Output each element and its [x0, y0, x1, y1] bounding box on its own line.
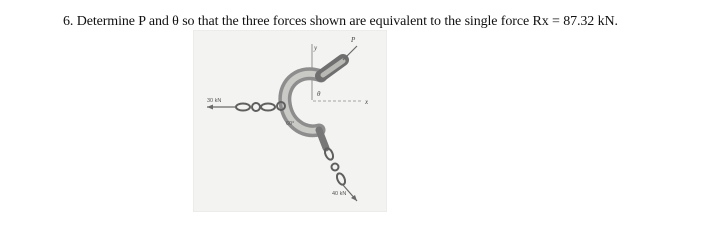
bottom-force-label: 40 kN: [332, 191, 347, 197]
problem-number: 6.: [63, 14, 74, 29]
y-axis-label: y: [314, 44, 318, 52]
force-p-label: P: [351, 36, 356, 44]
problem-text: Determine P and θ so that the three forces shown are equivalent to the single force Rx = 87.32 kN.: [76, 14, 618, 29]
angle-60-label: 60°: [286, 121, 295, 127]
hook-force-figure: [193, 30, 387, 212]
left-force-label: 30 kN: [207, 98, 222, 104]
figure-svg: [193, 30, 387, 212]
angle-theta-label: θ: [317, 90, 321, 98]
x-axis-label: x: [365, 98, 369, 106]
problem-statement: [63, 13, 618, 31]
